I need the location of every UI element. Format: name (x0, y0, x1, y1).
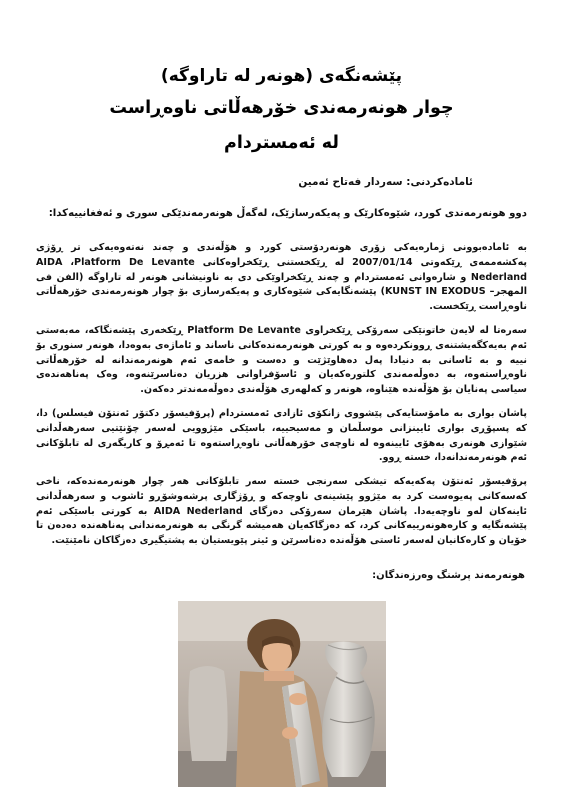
article-byline: ئامادەکردنی: سەردار فەتاح ئەمین (298, 176, 473, 188)
article-paragraph-3: پاشان بواری بە مامۆستایەکی پێشووی زانکۆی ئازادی ئەمستردام (پرۆفیسۆر دکتۆر ئەنتۆن فیسلس) دا، کە پسپۆڕی بواری ئایینزانی موسڵمان و مەسیحییە، باسێکی مێژوویی لەسەر چۆنێتیی سەرهەڵدانی شێوازی هونەری بەهۆی ئایینەوە لە ناوچەی خۆرهەڵاتی ناوەڕاستەوە تا ئەمڕۆ و کاریگەری لە تابلۆکانی ئەم هونەرمەندانەدا، خستە ڕوو. (36, 408, 527, 464)
article-paragraph-1: بە ئامادەبوونی ژمارەیەکی زۆری هونەردۆستی کورد و هۆڵەندی و چەند نەتەوەیەکی تر ڕۆژی پەکشەممەی ڕێکەوتی 2007/01/14 لە ڕێکخستنی ڕێکخراوەکانی AIDA ،Platform De Levante Nederland و شارەوانی ئەمستردام و چەند ڕێکخراوێکی دی بە ناونیشانی هونەر لە تاراوگە (الفن فی المهجر– KUNST IN EXODUS) پێشەنگایەکی شێوەکاری و پەیکەرسازی بۆ چوار هونەرمەندی خۆرهەڵاتی ناوەڕاست ڕێکخست. (36, 242, 527, 313)
article-intro: دوو هونەرمەندی کورد، شێوەکارێک و پەیکەرسازێک، لەگەڵ هونەرمەندێکی سوری و ئەفغانییەکدا: (48, 208, 527, 219)
article-paragraph-2: سەرەتا لە لایەن خاتونێکی سەرۆکی ڕێکخراوی Platform De Levante ڕێکخەری پێشەنگاکە، مەبەستی ئەم بەیەکگەیشتنەی ڕوونکردەوە و بە کورتی هونەرمەندەکانی ناساند و ئاماژەی بەوەدا، هونەر سنوری بۆ نییە و بە ئاسانی بە دنیادا پەل دەهاوێژێت و دەست و خامەی ئەم هونەرمەندانە لە خۆرهەڵاتی ناوەڕاستەوە، بە دەوڵەمەندی کلتورەکەیان و ئاسۆفراوانی هزریان دەناسرێنەوە، وەک پەناهەندەی سیاسی پەنایان بۆ هۆڵەندە هێناوە، هونەر و کەلهەری هۆڵەندی دەوڵەمەندتر دەکەن. (36, 325, 527, 396)
article-paragraph-4: پرۆفیسۆر ئەنتۆن پەکەیەکە تیشکی سەرنجی خستە سەر تابلۆکانی هەر چوار هونەرمەندەکە، ناخی کەسەکانی پەیوەست کرد بە مێژوو پێشینەی ناوچەکە و ڕۆژگاری پرشەوشۆڕو ئاشوب و سەرهەڵدانی ئاینەکان لەو ناوچەیەدا. پاشان هێرمان سەرۆکی دەزگای AIDA Nederland بە کورتی باسێکی ئەم پێشەنگایە و کارەهونەرییەکانی کرد، کە دەزگاکەیان هەمیشە گرنگی بە هونەرمەندانی پەناهەندە دەدەن تا خۆیان و کارەکانیان لەسەر ئاستی هۆڵەندە دەناسرێن و ئیتر پێویستیان بە پشتیگیری دەزگاکان نامێنێت. (36, 476, 528, 547)
article-title-line-3: لە ئەمستردام (224, 133, 339, 153)
artist-photo (178, 601, 386, 787)
article-title-line-1: پێشەنگەی (هونەر لە تاراوگە) (160, 66, 403, 86)
article-title-line-2: چوار هونەرمەندی خۆرهەڵاتی ناوەڕاست (109, 98, 454, 118)
photo-caption: هونەرمەند پرشنگ وەرزەندگان: (372, 570, 525, 581)
